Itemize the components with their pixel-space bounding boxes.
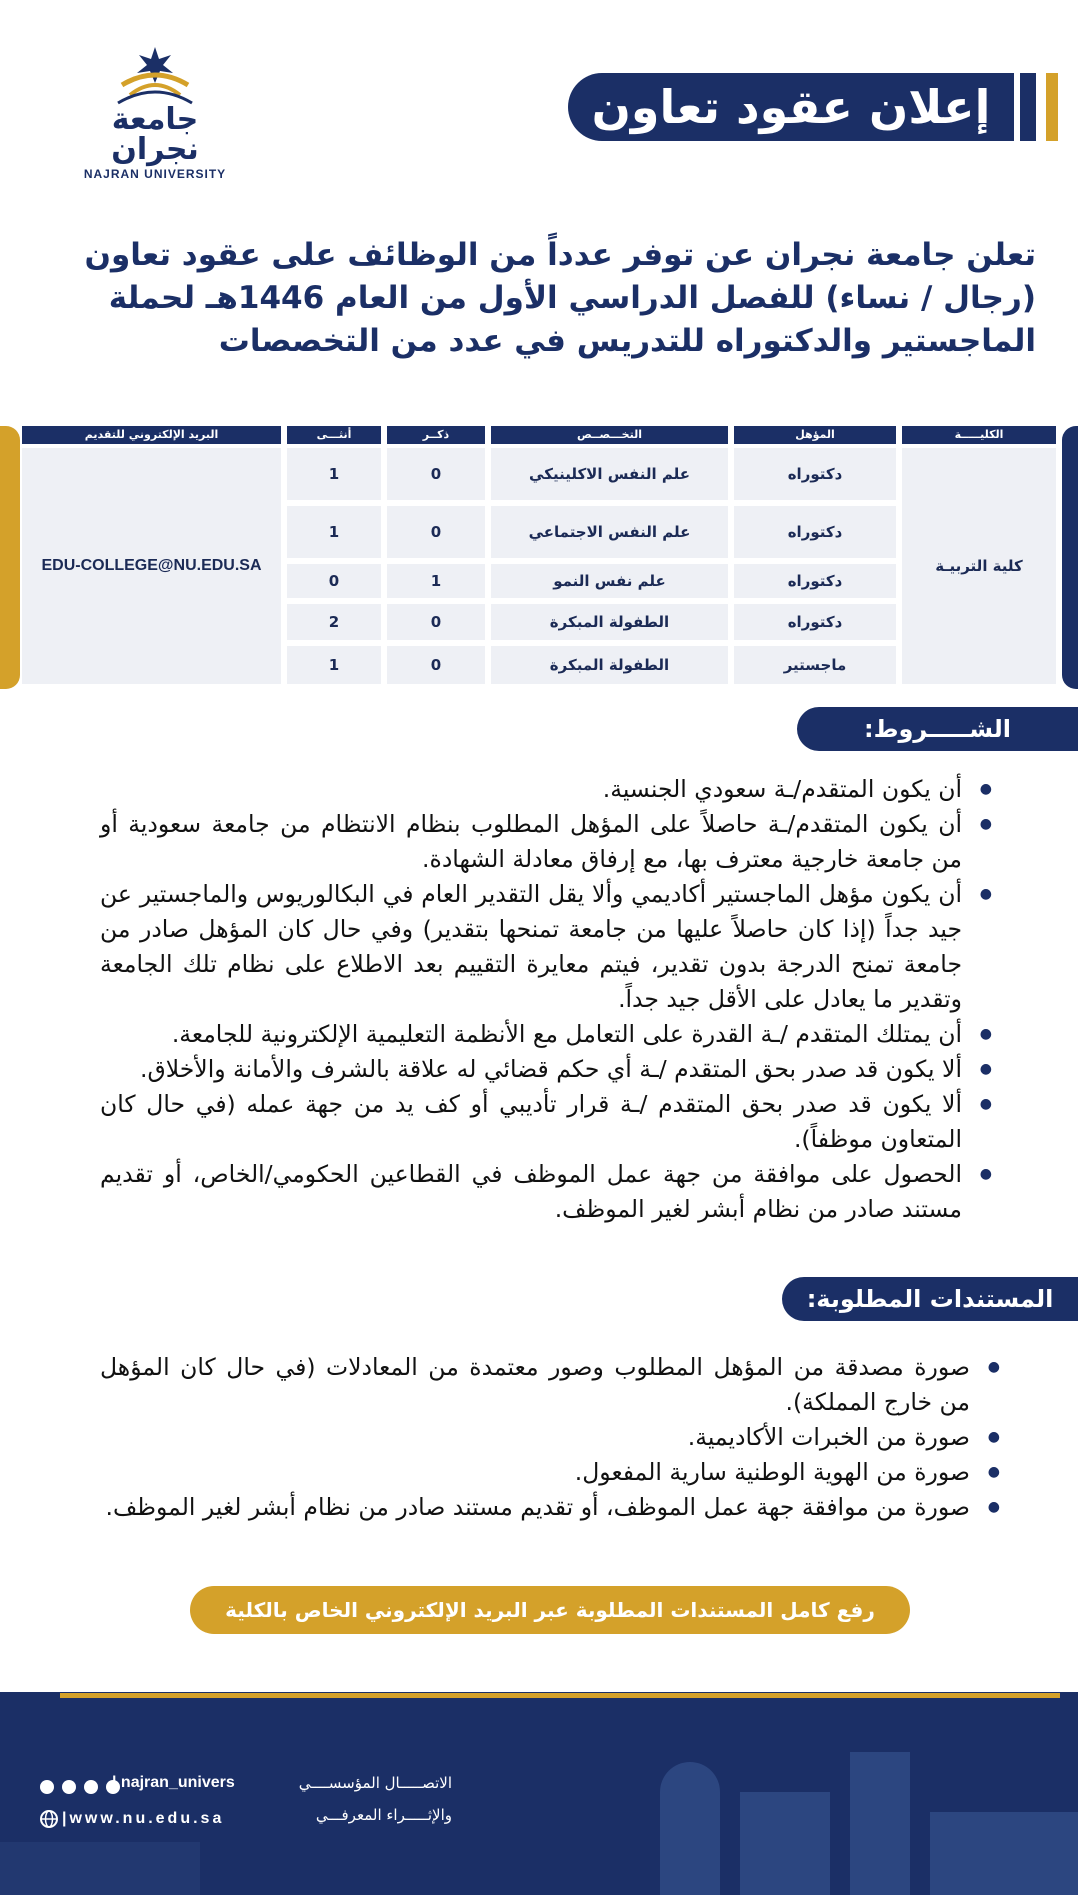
- table-row-male: 0: [387, 448, 485, 500]
- list-item: ● صورة من الهوية الوطنية سارية المفعول.: [100, 1455, 970, 1490]
- table-row-specialty: الطفولة المبكرة: [491, 646, 728, 684]
- campus-building-illustration: [930, 1812, 1078, 1895]
- announcement-intro: تعلن جامعة نجران عن توفر عدداً من الوظائف على عقود تعاون (رجال / نساء) للفصل الدراسي الأول من العام 1446هـ لحملة الماجستير والدكتوراه للتدريس في عدد من التخصصات: [84, 237, 1036, 359]
- page-title: إعلان عقود تعاون: [591, 80, 991, 134]
- social-handle[interactable]: | najran_univers: [112, 1774, 235, 1791]
- col-header-male: ذكــر: [387, 426, 485, 444]
- campus-building-illustration: [740, 1792, 830, 1895]
- upload-documents-banner: رفع كامل المستندات المطلوبة عبر البريد الإلكتروني الخاص بالكلية: [190, 1586, 910, 1634]
- table-row-male: 1: [387, 564, 485, 598]
- table-row-qualification: دكتوراه: [734, 604, 896, 640]
- documents-list: [100, 1350, 1000, 1525]
- conditions-list: [100, 772, 992, 1227]
- table-side-accent-navy: [1062, 426, 1078, 689]
- list-item: ● ألا يكون قد صدر بحق المتقدم /ـة أي حكم قضائي له علاقة بالشرف والأمانة والأخلاق.: [100, 1052, 962, 1087]
- table-row-female: 1: [287, 448, 381, 500]
- table-row-specialty: علم نفس النمو: [491, 564, 728, 598]
- campus-building-illustration: [0, 1842, 200, 1895]
- campus-building-illustration: [660, 1762, 720, 1895]
- list-item: ● صورة مصدقة من المؤهل المطلوب وصور معتمدة من المعادلات (في حال كان المؤهل من خارج المملكة).: [100, 1350, 970, 1420]
- list-item: ● أن يكون مؤهل الماجستير أكاديمي وألا يقل التقدير العام في البكالوريوس والماجستير عن جيد جداً (إذا كان حاصلاً عليها من جامعة تمنحها بتقدير) وفي حال كان المؤهل صادر من جامعة تمنح الدرجة بدون تقدير، فيتم معايرة التقييم بعد الاطلاع على نظام تلك الجامعة وتقدير ما يعادل على الأقل جيد جداً.: [100, 877, 962, 1017]
- table-row-female: 1: [287, 506, 381, 558]
- list-item: ● ألا يكون قد صدر بحق المتقدم /ـة قرار تأديبي أو كف يد من جهة عمله (في حال كان المتعاون موظفاً).: [100, 1087, 962, 1157]
- table-row-qualification: دكتوراه: [734, 506, 896, 558]
- title-accent-bar-navy: [1020, 73, 1036, 141]
- col-header-email: البريد الإلكتروني للتقديم: [22, 426, 281, 444]
- list-item: ● أن يكون المتقدم/ـة سعودي الجنسية.: [100, 772, 962, 807]
- col-header-specialty: التخـــصــص: [491, 426, 728, 444]
- list-item: ● الحصول على موافقة من جهة عمل الموظف في القطاعين الحكومي/الخاص، أو تقديم مستند صادر من نظام أبشر لغير الموظف.: [100, 1157, 962, 1227]
- social-icons: [40, 1776, 123, 1795]
- footer-tagline-1: الاتصـــــال المؤسســــي: [298, 1774, 452, 1792]
- col-header-qualification: المؤهل: [734, 426, 896, 444]
- table-row-qualification: دكتوراه: [734, 564, 896, 598]
- table-row-male: 0: [387, 506, 485, 558]
- table-side-accent-gold: [0, 426, 20, 689]
- table-row-specialty: علم النفس الاجتماعي: [491, 506, 728, 558]
- table-row-specialty: علم النفس الاكلينيكي: [491, 448, 728, 500]
- table-row-qualification: دكتوراه: [734, 448, 896, 500]
- col-header-female: أنثـــى: [287, 426, 381, 444]
- logo-arabic-text: جامعة نجران: [111, 102, 199, 167]
- website-link[interactable]: |www.nu.edu.sa: [62, 1810, 225, 1827]
- email-cell[interactable]: EDU-COLLEGE@NU.EDU.SA: [22, 448, 281, 684]
- x-icon[interactable]: [40, 1780, 54, 1794]
- documents-heading: المستندات المطلوبة:: [782, 1277, 1078, 1321]
- college-cell: كلية التربيـة: [902, 448, 1056, 684]
- footer: [0, 1692, 1078, 1895]
- table-row-qualification: ماجستير: [734, 646, 896, 684]
- list-item: ● صورة من موافقة جهة عمل الموظف، أو تقديم مستند صادر من نظام أبشر لغير الموظف.: [100, 1490, 970, 1525]
- table-row-male: 0: [387, 604, 485, 640]
- campus-building-illustration: [850, 1752, 910, 1895]
- list-item: ● أن يمتلك المتقدم /ـة القدرة على التعامل مع الأنظمة التعليمية الإلكترونية للجامعة.: [100, 1017, 962, 1052]
- globe-icon: [40, 1810, 58, 1832]
- title-accent-bar-gold: [1046, 73, 1058, 141]
- conditions-heading: الشـــــروط:: [797, 707, 1078, 751]
- star-emblem-icon: [110, 45, 200, 107]
- logo-english-text: NAJRAN UNIVERSITY: [83, 167, 227, 181]
- table-row-female: 0: [287, 564, 381, 598]
- youtube-icon[interactable]: [84, 1780, 98, 1794]
- cloud-icon[interactable]: [62, 1780, 76, 1794]
- table-row-female: 2: [287, 604, 381, 640]
- university-logo: [70, 45, 240, 181]
- list-item: ● أن يكون المتقدم/ـة حاصلاً على المؤهل المطلوب بنظام الانتظام من جامعة سعودية أو من جامعة خارجية معترف بها، مع إرفاق معادلة الشهادة.: [100, 807, 962, 877]
- col-header-college: الكليـــــة: [902, 426, 1056, 444]
- table-row-specialty: الطفولة المبكرة: [491, 604, 728, 640]
- footer-tagline-2: والإثـــــراء المعرفـــي: [315, 1806, 452, 1824]
- table-row-female: 1: [287, 646, 381, 684]
- list-item: ● صورة من الخبرات الأكاديمية.: [100, 1420, 970, 1455]
- table-row-male: 0: [387, 646, 485, 684]
- footer-gold-line: [60, 1693, 1060, 1698]
